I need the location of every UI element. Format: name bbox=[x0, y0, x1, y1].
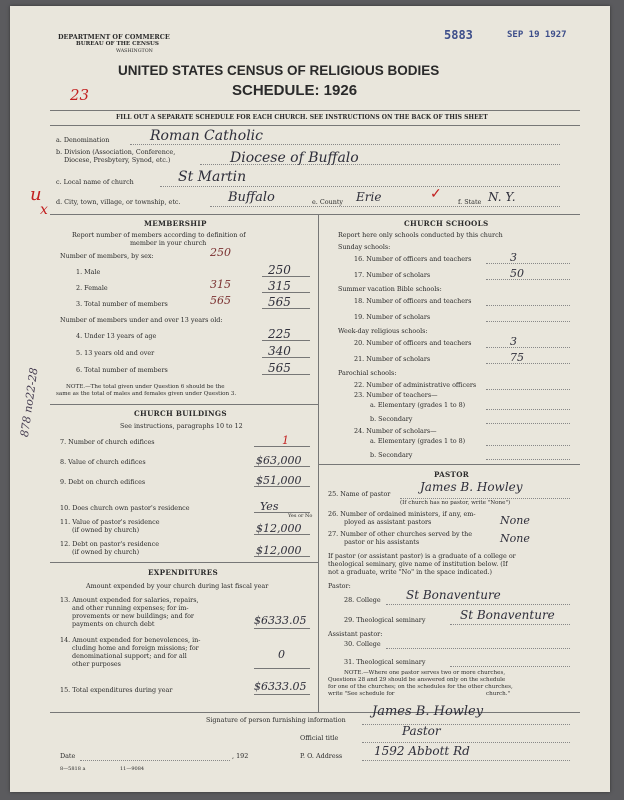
school-row-label: 22. Number of administrative officers bbox=[354, 381, 477, 389]
q14-line-3: denominational support; and for all bbox=[72, 652, 187, 660]
official-title-value: Pastor bbox=[402, 724, 441, 738]
instruction-line: FILL OUT A SEPARATE SCHEDULE FOR EACH CHURCH. SEE INSTRUCTIONS ON THE BACK OF THIS SHEET bbox=[116, 114, 488, 121]
q13-line-1: 13. Amount expended for salaries, repairs, bbox=[60, 596, 199, 604]
q13-line-2: and other running expenses; for im- bbox=[72, 604, 189, 612]
pastor-note-5: church." bbox=[486, 691, 511, 697]
denomination-value: Roman Catholic bbox=[150, 128, 263, 144]
q28-label: 28. College bbox=[344, 596, 381, 604]
po-address-value: 1592 Abbott Rd bbox=[374, 744, 470, 758]
q15-value: $6333.05 bbox=[254, 680, 307, 693]
building-row-value: Yes bbox=[260, 500, 279, 513]
q25-value: James B. Howley bbox=[420, 480, 523, 494]
school-row-label: 17. Number of scholars bbox=[354, 271, 431, 279]
page-subtitle: SCHEDULE: 1926 bbox=[232, 82, 358, 99]
q14-line-1: 14. Amount expended for benevolences, in- bbox=[60, 636, 201, 644]
q30-label: 30. College bbox=[344, 640, 381, 648]
answer-line bbox=[486, 321, 570, 322]
grad-note-1: If pastor (or assistant pastor) is a graduate of a college or bbox=[328, 552, 516, 560]
answer-line bbox=[486, 279, 570, 280]
q28-value: St Bonaventure bbox=[406, 588, 501, 602]
membership-row-prelim: 315 bbox=[210, 278, 231, 291]
division-label-2: Diocese, Presbytery, Synod, etc.) bbox=[64, 156, 171, 164]
dept-name: DEPARTMENT OF COMMERCE bbox=[58, 33, 170, 41]
census-schedule-sheet bbox=[10, 6, 610, 792]
q13-line-3: provements or new buildings; and for bbox=[72, 612, 194, 620]
q25-note: (If church has no pastor, write "None") bbox=[400, 500, 511, 506]
pastor-note-1: NOTE.—Where one pastor serves two or more churches, bbox=[344, 670, 506, 676]
signature-label: Signature of person furnishing information bbox=[206, 716, 346, 724]
membership-note-1: NOTE.—The total given under Question 6 should be the bbox=[66, 384, 225, 390]
official-title-label: Official title bbox=[300, 734, 339, 742]
bureau-city: WASHINGTON bbox=[116, 49, 153, 54]
grad-note-3: not a graduate, write "No" in the space indicated.) bbox=[328, 568, 493, 576]
local-name-label: c. Local name of church bbox=[56, 178, 134, 186]
building-row-value: $63,000 bbox=[256, 454, 302, 467]
q31-label: 31. Theological seminary bbox=[344, 658, 426, 666]
membership-row-label: 5. 13 years old and over bbox=[76, 349, 155, 357]
q29-value: St Bonaventure bbox=[460, 608, 555, 622]
school-row-label: Week-day religious schools: bbox=[338, 327, 428, 335]
local-name-value: St Martin bbox=[178, 169, 247, 185]
po-address-label: P. O. Address bbox=[300, 752, 343, 760]
school-row-label: 21. Number of scholars bbox=[354, 355, 431, 363]
building-row-label: 10. Does church own pastor's residence bbox=[60, 504, 190, 512]
school-row-label: Parochial schools: bbox=[338, 369, 397, 377]
q27-line-2: pastor or his assistants bbox=[344, 538, 420, 546]
county-value: Erie bbox=[356, 190, 382, 204]
pastor-sub-label: Pastor: bbox=[328, 582, 351, 590]
answer-line bbox=[486, 445, 570, 446]
building-row-value: $12,000 bbox=[256, 522, 302, 535]
pastor-note-2: Questions 28 and 29 should be answered only on the schedule bbox=[328, 677, 506, 683]
membership-row-label: Number of members under and over 13 years old: bbox=[60, 316, 223, 324]
buildings-heading: CHURCH BUILDINGS bbox=[134, 409, 227, 418]
state-value: N. Y. bbox=[488, 190, 516, 204]
membership-row-value: 340 bbox=[268, 344, 291, 358]
denomination-label: a. Denomination bbox=[56, 136, 110, 144]
building-row-label: 11. Value of pastor's residence bbox=[60, 518, 160, 526]
school-row-value: 50 bbox=[510, 267, 524, 280]
membership-row-label: 6. Total number of members bbox=[76, 366, 168, 374]
assistant-sub-label: Assistant pastor: bbox=[328, 630, 383, 638]
q14-line-2: cluding home and foreign missions; for bbox=[72, 644, 199, 652]
q27-value: None bbox=[500, 532, 530, 545]
grad-note-2: theological seminary, give name of institution below. (If bbox=[328, 560, 508, 568]
membership-row-value: 315 bbox=[268, 279, 291, 293]
state-label: f. State bbox=[458, 198, 482, 206]
expenditures-subheading: Amount expended by your church during last fiscal year bbox=[86, 582, 269, 590]
q14-value: 0 bbox=[278, 648, 285, 661]
membership-intro-2: member in your church bbox=[130, 239, 207, 247]
school-row-label: b. Secondary bbox=[370, 451, 413, 459]
school-row-label: 23. Number of teachers— bbox=[354, 391, 438, 399]
membership-row-value: 565 bbox=[268, 361, 291, 375]
answer-line bbox=[486, 347, 570, 348]
membership-row-label: 4. Under 13 years of age bbox=[76, 332, 157, 340]
answer-line bbox=[486, 459, 570, 460]
school-row-label: 19. Number of scholars bbox=[354, 313, 431, 321]
answer-line bbox=[486, 305, 570, 306]
membership-row-label: Number of members, by sex: bbox=[60, 252, 154, 260]
q13-value: $6333.05 bbox=[254, 614, 307, 627]
stamp-date: SEP 19 1927 bbox=[507, 30, 567, 40]
building-row-label: 8. Value of church edifices bbox=[60, 458, 146, 466]
answer-line bbox=[486, 409, 570, 410]
school-row-label: 16. Number of officers and teachers bbox=[354, 255, 472, 263]
form-number: 8—5818 a bbox=[60, 766, 86, 772]
q26-value: None bbox=[500, 514, 530, 527]
pastor-note-3: for one of the churches; on the schedules for the other churches, bbox=[328, 684, 513, 690]
q26-line-1: 26. Number of ordained ministers, if any, em- bbox=[328, 510, 476, 518]
q27-line-1: 27. Number of other churches served by the bbox=[328, 530, 473, 538]
county-label: e. County bbox=[312, 198, 343, 206]
answer-line bbox=[486, 423, 570, 424]
school-row-value: 75 bbox=[510, 351, 524, 364]
q13-line-4: payments on church debt bbox=[72, 620, 155, 628]
membership-row-value: 225 bbox=[268, 327, 291, 341]
city-value: Buffalo bbox=[228, 190, 275, 205]
date-year-suffix: , 192 bbox=[232, 752, 249, 760]
division-value: Diocese of Buffalo bbox=[230, 150, 359, 166]
signature-value: James B. Howley bbox=[372, 704, 484, 719]
building-row-label-cont: (if owned by church) bbox=[72, 526, 140, 534]
membership-row-label: 2. Female bbox=[76, 284, 108, 292]
answer-line bbox=[486, 363, 570, 364]
answer-line bbox=[486, 389, 570, 390]
membership-row-value: 565 bbox=[268, 295, 291, 309]
city-label: d. City, town, village, or township, etc. bbox=[56, 198, 181, 206]
margin-note-red: 23 bbox=[70, 86, 90, 104]
building-row-value: $12,000 bbox=[256, 544, 302, 557]
page-title: UNITED STATES CENSUS OF RELIGIOUS BODIES bbox=[118, 63, 440, 78]
division-label-1: b. Division (Association, Conference, bbox=[56, 148, 176, 156]
q29-label: 29. Theological seminary bbox=[344, 616, 426, 624]
stamp-number: 5883 bbox=[444, 28, 473, 42]
school-row-value: 3 bbox=[510, 335, 517, 348]
school-row-value: 3 bbox=[510, 251, 517, 264]
building-row-label: 9. Debt on church edifices bbox=[60, 478, 146, 486]
school-row-label: a. Elementary (grades 1 to 8) bbox=[370, 401, 466, 409]
membership-row-label: 3. Total number of members bbox=[76, 300, 168, 308]
school-row-label: b. Secondary bbox=[370, 415, 413, 423]
membership-note-2: same as the total of males and females given under Question 3. bbox=[56, 391, 237, 397]
bureau-name: BUREAU OF THE CENSUS bbox=[76, 41, 159, 47]
membership-row-prelim: 565 bbox=[210, 294, 231, 307]
q14-line-4: other purposes bbox=[72, 660, 121, 668]
school-row-label: Summer vacation Bible schools: bbox=[338, 285, 442, 293]
check-mark: ✓ bbox=[430, 186, 442, 202]
building-row-label: 7. Number of church edifices bbox=[60, 438, 155, 446]
margin-u-mark: u bbox=[30, 184, 42, 205]
school-row-label: Sunday schools: bbox=[338, 243, 391, 251]
margin-vertical-note: 878 no22-28 bbox=[18, 366, 41, 438]
date-label: Date bbox=[60, 752, 76, 760]
pastor-heading: PASTOR bbox=[434, 470, 470, 479]
membership-row-prelim: 250 bbox=[210, 246, 231, 259]
school-row-label: a. Elementary (grades 1 to 8) bbox=[370, 437, 466, 445]
margin-x-mark: x bbox=[40, 202, 48, 218]
schools-subheading: Report here only schools conducted by this church bbox=[338, 231, 503, 239]
pastor-note-4: write "See schedule for bbox=[328, 691, 395, 697]
school-row-label: 18. Number of officers and teachers bbox=[354, 297, 472, 305]
membership-row-label: 1. Male bbox=[76, 268, 101, 276]
membership-heading: MEMBERSHIP bbox=[144, 219, 207, 228]
building-row-value: $51,000 bbox=[256, 474, 302, 487]
print-number: 11—9084 bbox=[120, 766, 145, 772]
answer-line bbox=[486, 263, 570, 264]
school-row-label: 20. Number of officers and teachers bbox=[354, 339, 472, 347]
building-row-value: 1 bbox=[282, 434, 289, 447]
building-row-label: 12. Debt on pastor's residence bbox=[60, 540, 160, 548]
membership-row-value: 250 bbox=[268, 263, 291, 277]
q26-line-2: ployed as assistant pastors bbox=[344, 518, 432, 526]
buildings-subheading: See instructions, paragraphs 10 to 12 bbox=[120, 422, 243, 430]
expenditures-heading: EXPENDITURES bbox=[148, 568, 218, 577]
q15-label: 15. Total expenditures during year bbox=[60, 686, 173, 694]
school-row-label: 24. Number of scholars— bbox=[354, 427, 437, 435]
membership-intro-1: Report number of members according to definition of bbox=[72, 231, 246, 239]
building-row-label-cont: (if owned by church) bbox=[72, 548, 140, 556]
yes-no-hint: Yes or No bbox=[288, 513, 313, 519]
schools-heading: CHURCH SCHOOLS bbox=[404, 219, 489, 228]
q25-label: 25. Name of pastor bbox=[328, 490, 391, 498]
